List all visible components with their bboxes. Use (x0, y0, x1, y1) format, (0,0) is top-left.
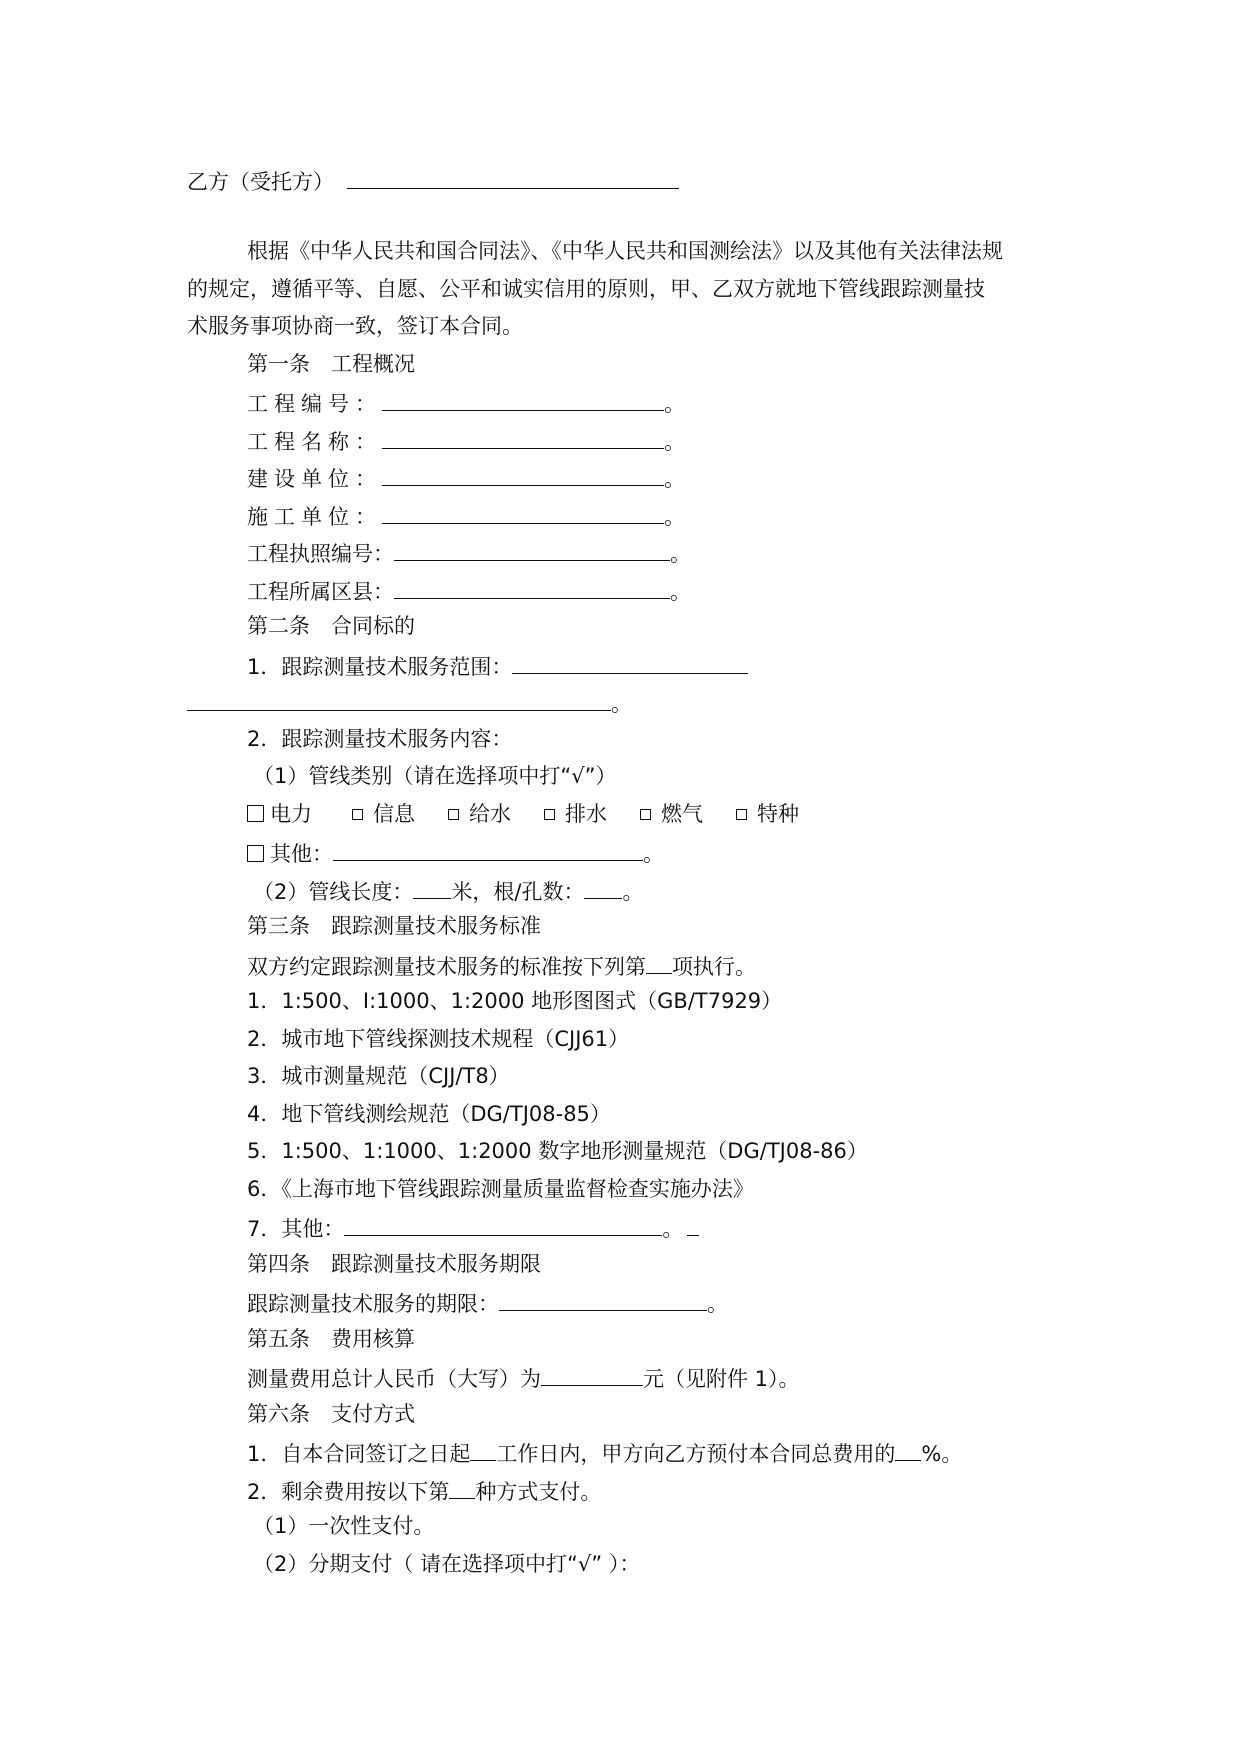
service-period-label: 跟踪测量技术服务的期限： (247, 1292, 499, 1316)
remaining-label-a: 2．剩余费用按以下第 (247, 1480, 450, 1504)
standard-item: 6．《上海市地下管线跟踪测量质量监督检查实施办法》 (247, 1177, 754, 1201)
other-field[interactable] (333, 838, 643, 861)
standard-intro-post: 项执行。 (672, 955, 756, 979)
article-3-title: 第三条 跟踪测量技术服务标准 (247, 914, 541, 938)
option-drainage-label: 排水 (565, 802, 607, 826)
prepay-days-field[interactable] (470, 1438, 496, 1461)
pipeline-length-field[interactable] (413, 876, 451, 899)
period: 。 (707, 1292, 728, 1316)
standard-other-row (247, 1213, 699, 1239)
standard-other-label: 7．其他： (247, 1217, 345, 1241)
scope-row (247, 651, 748, 677)
payment-option-installment: （2）分期支付（ 请在选择项中打“√” ）： (253, 1552, 641, 1576)
content-label: 2．跟踪测量技术服务内容： (247, 727, 513, 751)
prepay-percent-field[interactable] (895, 1438, 921, 1461)
standard-item-field[interactable] (646, 951, 672, 974)
license-number-row (247, 538, 691, 564)
construction-unit-field[interactable] (382, 463, 664, 486)
construction-unit-row (247, 463, 685, 489)
option-water-label: 给水 (469, 802, 511, 826)
pipeline-length-row (253, 876, 643, 902)
pipeline-length-label: （2）管线长度： (253, 880, 414, 904)
option-gas[interactable] (640, 801, 736, 827)
checkbox-drainage[interactable] (544, 809, 555, 820)
checkbox-telecom[interactable] (352, 809, 363, 820)
fee-label-post: 元（见附件 1）。 (643, 1367, 800, 1391)
standard-item: 2．城市地下管线探测技术规程（CJJ61） (247, 1027, 630, 1051)
preamble-line-3: 术服务事项协商一致，签订本合同。 (187, 314, 523, 338)
pipeline-options-row (247, 801, 832, 827)
license-number-field[interactable] (394, 538, 670, 561)
other-label: 其他： (270, 842, 333, 866)
party-b-label: 乙方（受托方） (187, 170, 334, 194)
builder-unit-row (247, 501, 685, 527)
option-electric-label: 电力 (270, 802, 312, 826)
payment-option-lump-sum: （1）一次性支付。 (253, 1514, 435, 1538)
period: 。 (643, 842, 664, 866)
prepay-row (247, 1438, 962, 1464)
option-gas-label: 燃气 (661, 802, 703, 826)
period: 。 (664, 505, 685, 529)
standard-intro-row (247, 951, 756, 977)
option-special-label: 特种 (757, 802, 799, 826)
standard-item: 1．1:500、I:1000、1:2000 地形图图式（GB/T7929） (247, 989, 783, 1013)
option-electric[interactable] (247, 801, 352, 827)
option-water[interactable] (448, 801, 544, 827)
option-special[interactable] (736, 801, 832, 827)
checkbox-electric[interactable] (247, 805, 264, 822)
service-period-row (247, 1288, 728, 1314)
pipeline-count-label: 米，根/孔数： (451, 880, 585, 904)
period: 。 (622, 880, 644, 904)
standard-other-field-2[interactable] (687, 1213, 699, 1236)
project-name-field[interactable] (382, 426, 664, 449)
prepay-label-b: 工作日内，甲方向乙方预付本合同总费用的 (496, 1442, 896, 1466)
remaining-method-field[interactable] (449, 1476, 475, 1499)
checkbox-special[interactable] (736, 809, 747, 820)
article-2-title: 第二条 合同标的 (247, 614, 415, 638)
period: 。 (664, 430, 685, 454)
builder-unit-label: 施工单位： (247, 505, 382, 529)
option-telecom-label: 信息 (373, 802, 415, 826)
fee-row (247, 1363, 800, 1389)
checkbox-water[interactable] (448, 809, 459, 820)
project-number-row (247, 388, 685, 414)
option-drainage[interactable] (544, 801, 640, 827)
district-label: 工程所属区县： (247, 580, 394, 604)
project-number-field[interactable] (382, 388, 664, 411)
article-5-title: 第五条 费用核算 (247, 1327, 415, 1351)
remaining-row (247, 1476, 601, 1502)
period: 。 (611, 692, 632, 716)
project-name-row (247, 426, 685, 452)
party-b-line (187, 166, 679, 192)
license-number-label: 工程执照编号： (247, 542, 394, 566)
party-b-field[interactable] (347, 166, 679, 189)
standard-item: 4．地下管线测绘规范（DG/TJ08-85） (247, 1102, 611, 1126)
option-telecom[interactable] (352, 801, 448, 827)
pipeline-category-label: （1）管线类别（请在选择项中打“√”） (253, 764, 617, 788)
checkbox-other[interactable] (247, 845, 264, 862)
standard-intro-pre: 双方约定跟踪测量技术服务的标准按下列第 (247, 955, 646, 979)
district-field[interactable] (394, 576, 670, 599)
scope-row-2 (187, 688, 632, 714)
scope-label: 1．跟踪测量技术服务范围： (247, 655, 513, 679)
preamble-line-1: 根据《中华人民共和国合同法》、《中华人民共和国测绘法》以及其他有关法律法规 (247, 239, 1003, 263)
article-6-title: 第六条 支付方式 (247, 1402, 415, 1426)
construction-unit-label: 建设单位： (247, 467, 382, 491)
preamble-line-2: 的规定，遵循平等、自愿、公平和诚实信用的原则，甲、乙双方就地下管线跟踪测量技 (187, 277, 985, 301)
district-row (247, 576, 691, 602)
period: 。 (670, 542, 691, 566)
project-name-label: 工程名称： (247, 430, 382, 454)
remaining-label-b: 种方式支付。 (475, 1480, 602, 1504)
period: 。 (670, 580, 691, 604)
fee-amount-field[interactable] (541, 1363, 643, 1386)
article-4-title: 第四条 跟踪测量技术服务期限 (247, 1252, 541, 1276)
project-number-label: 工程编号： (247, 392, 382, 416)
prepay-label-c: %。 (921, 1442, 963, 1466)
period: 。 (662, 1217, 684, 1241)
period: 。 (664, 392, 685, 416)
period: 。 (664, 467, 685, 491)
service-period-field[interactable] (499, 1288, 707, 1311)
scope-field-1[interactable] (512, 651, 748, 674)
pipeline-other-row (247, 838, 664, 864)
prepay-label-a: 1．自本合同签订之日起 (247, 1442, 471, 1466)
scope-field-2[interactable] (187, 688, 611, 711)
article-1-title: 第一条 工程概况 (247, 352, 415, 376)
standard-item: 5．1:500、1:1000、1:2000 数字地形测量规范（DG/TJ08-86） (247, 1139, 868, 1163)
builder-unit-field[interactable] (382, 501, 664, 524)
standard-item: 3．城市测量规范（CJJ/T8） (247, 1064, 510, 1088)
standard-other-field[interactable] (344, 1213, 662, 1236)
fee-label: 测量费用总计人民币（大写）为 (247, 1367, 541, 1391)
pipeline-count-field[interactable] (584, 876, 622, 899)
checkbox-gas[interactable] (640, 809, 651, 820)
